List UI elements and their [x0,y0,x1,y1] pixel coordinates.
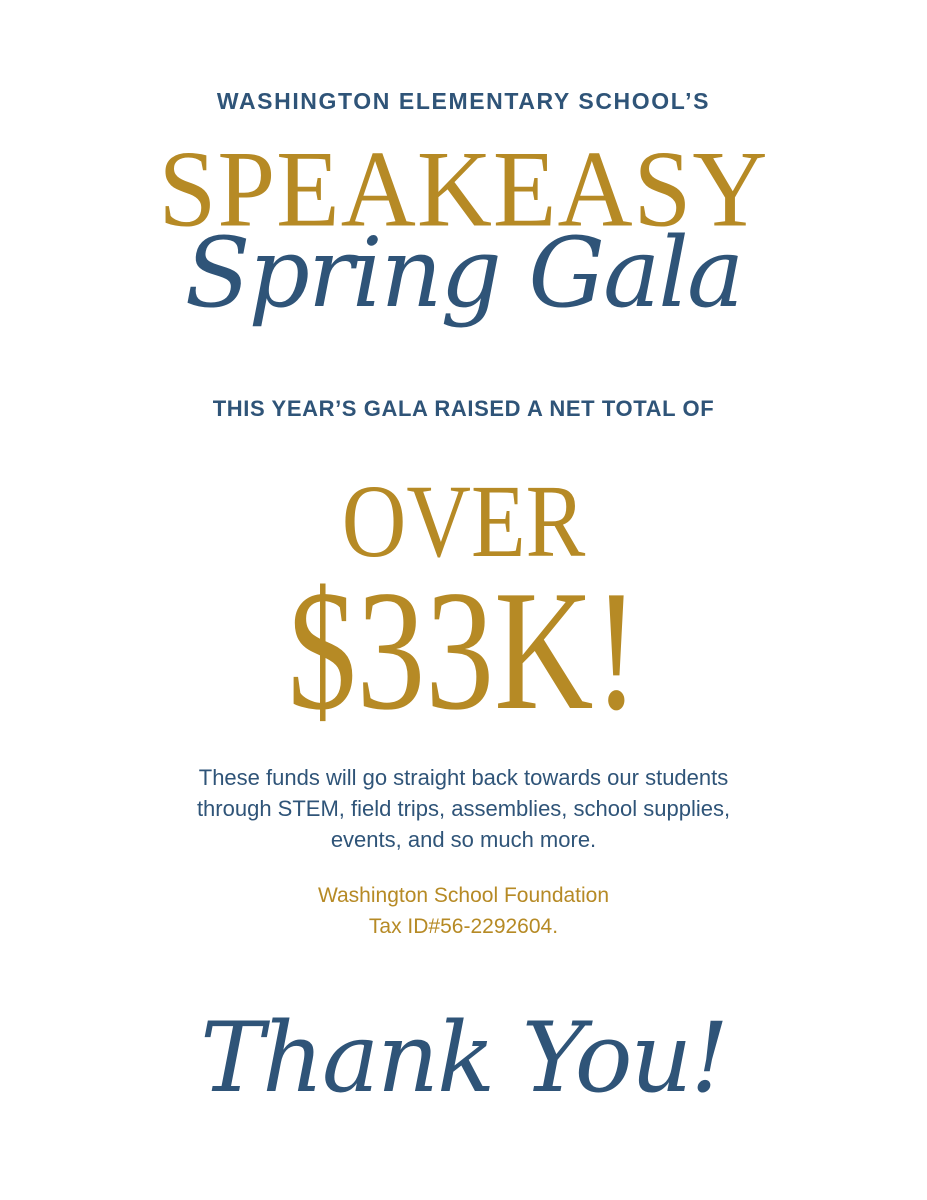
funds-description [0,762,927,855]
event-title-speakeasy: SPEAKEASY [158,129,769,250]
thank-you-script: Thank You! [200,1002,727,1114]
raised-total-lead: THIS YEAR’S GALA RAISED A NET TOTAL OF [212,396,715,421]
funds-line-3: events, and so much more. [330,827,597,852]
funds-line-1: These funds will go straight back towards our students [198,765,729,790]
foundation-info [0,880,927,942]
foundation-tax-id: Tax ID#56-2292604. [368,915,559,938]
event-title-spring-gala: Spring Gala [184,217,743,329]
school-name-heading: WASHINGTON ELEMENTARY SCHOOL’S [216,88,711,114]
over-label: OVER [341,464,586,579]
foundation-name: Washington School Foundation [317,884,610,907]
raised-amount: $33K! [287,556,640,746]
funds-line-2: through STEM, field trips, assemblies, school supplies, [196,796,731,821]
